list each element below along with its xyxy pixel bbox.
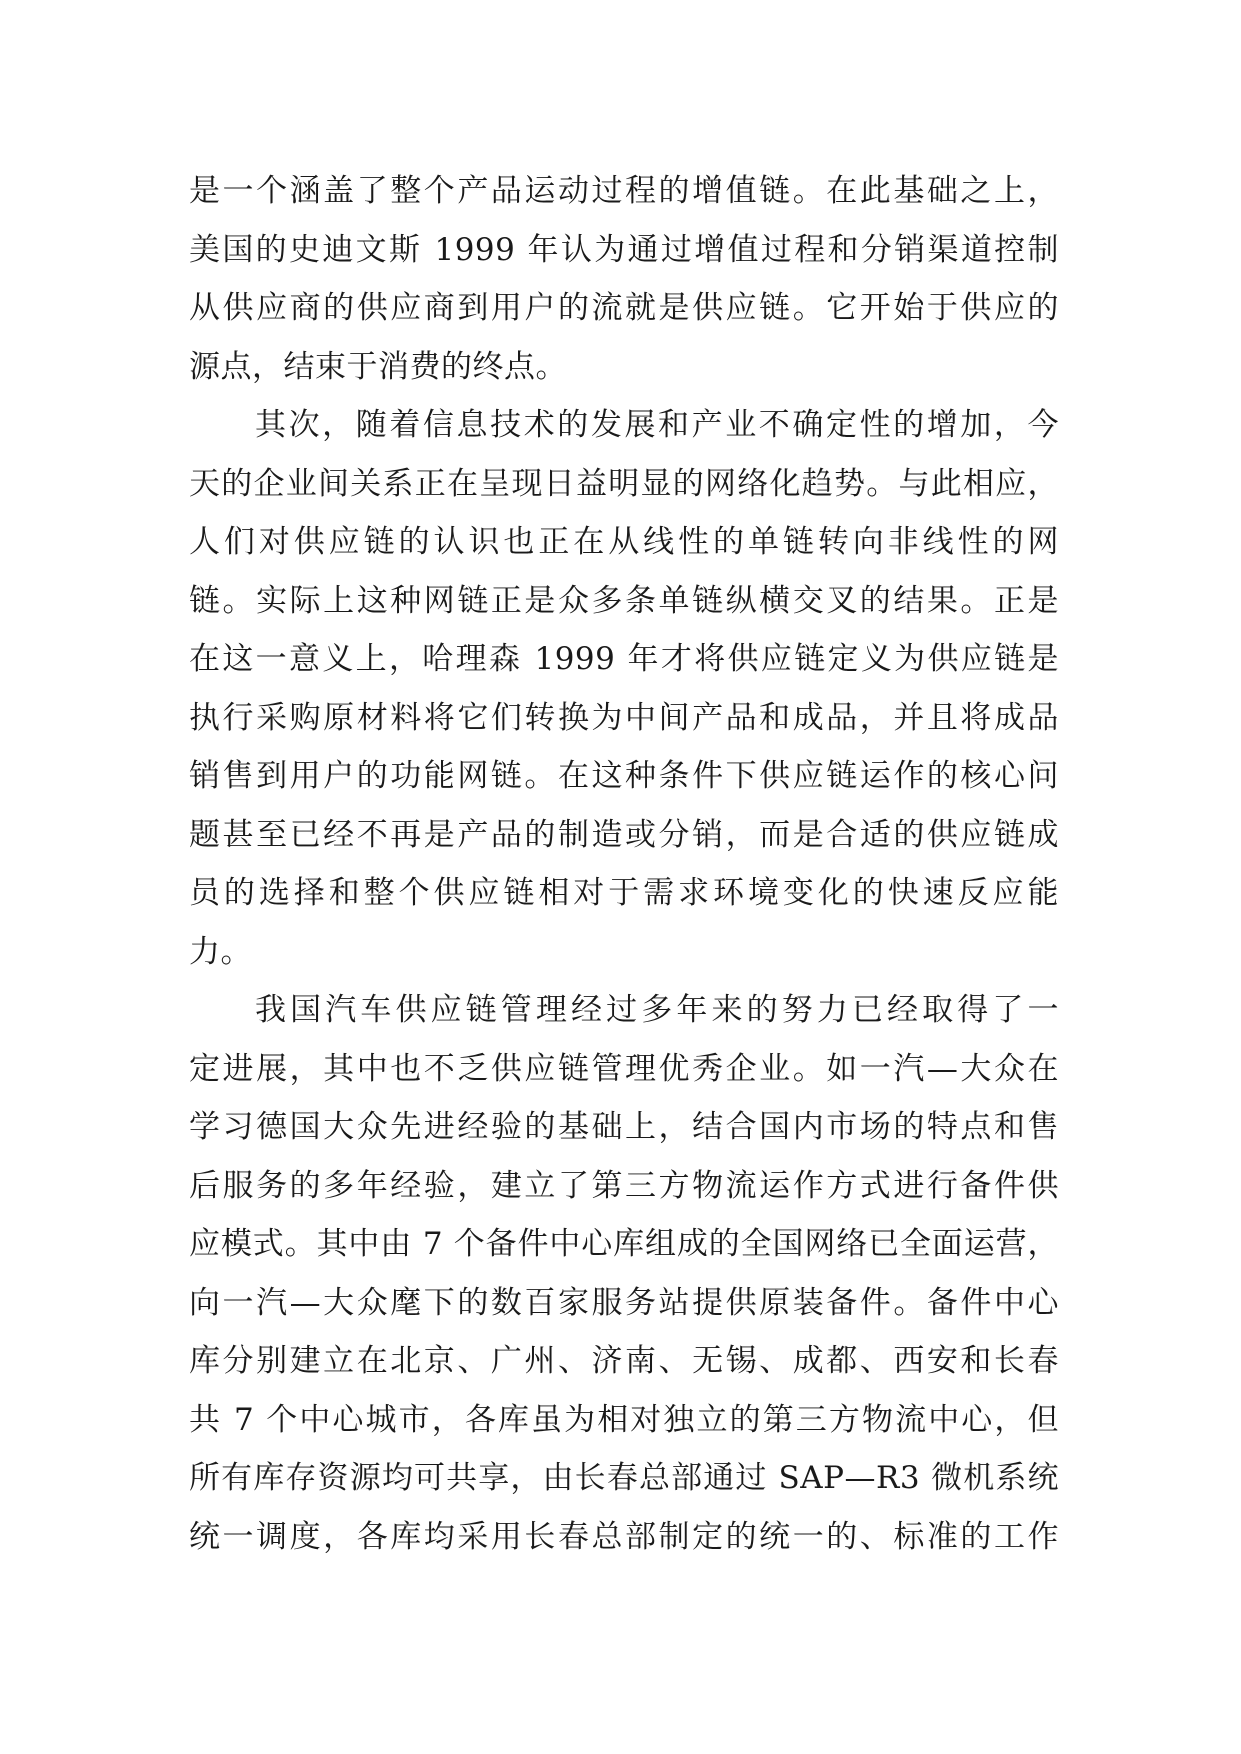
text-line: 执行采购原材料将它们转换为中间产品和成品，并且将成品 [189,699,1059,736]
text-line: 是一个涵盖了整个产品运动过程的增值链。在此基础之上， [189,173,1059,209]
text-line: 人们对供应链的认识也正在从线性的单链转向非线性的网 [189,524,1059,560]
text-line: 在这一意义上，哈理森 1999 年才将供应链定义为供应链是 [189,641,1059,677]
text-line: 向一汽—大众麾下的数百家服务站提供原装备件。备件中心 [189,1284,1059,1321]
text-line: 我国汽车供应链管理经过多年来的努力已经取得了一 [255,992,1059,1028]
text-line: 学习德国大众先进经验的基础上，结合国内市场的特点和售 [189,1109,1059,1145]
text-line: 应模式。其中由 7 个备件中心库组成的全国网络已全面运营， [189,1226,1059,1262]
text-line: 源点，结束于消费的终点。 [189,348,567,385]
text-line: 其次，随着信息技术的发展和产业不确定性的增加，今 [255,407,1059,443]
text-line: 力。 [189,933,252,970]
text-line: 销售到用户的功能网链。在这种条件下供应链运作的核心问 [189,758,1059,794]
text-line: 库分别建立在北京、广州、济南、无锡、成都、西安和长春 [189,1343,1059,1379]
text-line: 统一调度，各库均采用长春总部制定的统一的、标准的工作 [189,1518,1059,1555]
text-line: 共 7 个中心城市，各库虽为相对独立的第三方物流中心，但 [189,1401,1059,1438]
text-line: 员的选择和整个供应链相对于需求环境变化的快速反应能 [189,875,1059,911]
text-line: 链。实际上这种网链正是众多条单链纵横交叉的结果。正是 [189,582,1059,619]
body-text [189,162,1059,1566]
text-line: 天的企业间关系正在呈现日益明显的网络化趋势。与此相应， [189,465,1059,502]
text-line: 美国的史迪文斯 1999 年认为通过增值过程和分销渠道控制 [189,231,1059,268]
text-line: 定进展，其中也不乏供应链管理优秀企业。如一汽—大众在 [189,1050,1059,1087]
text-line: 从供应商的供应商到用户的流就是供应链。它开始于供应的 [189,290,1059,326]
text-line: 所有库存资源均可共享，由长春总部通过 SAP—R3 微机系统 [189,1460,1059,1496]
text-line: 题甚至已经不再是产品的制造或分销，而是合适的供应链成 [189,816,1059,853]
text-line: 后服务的多年经验，建立了第三方物流运作方式进行备件供 [189,1167,1059,1204]
